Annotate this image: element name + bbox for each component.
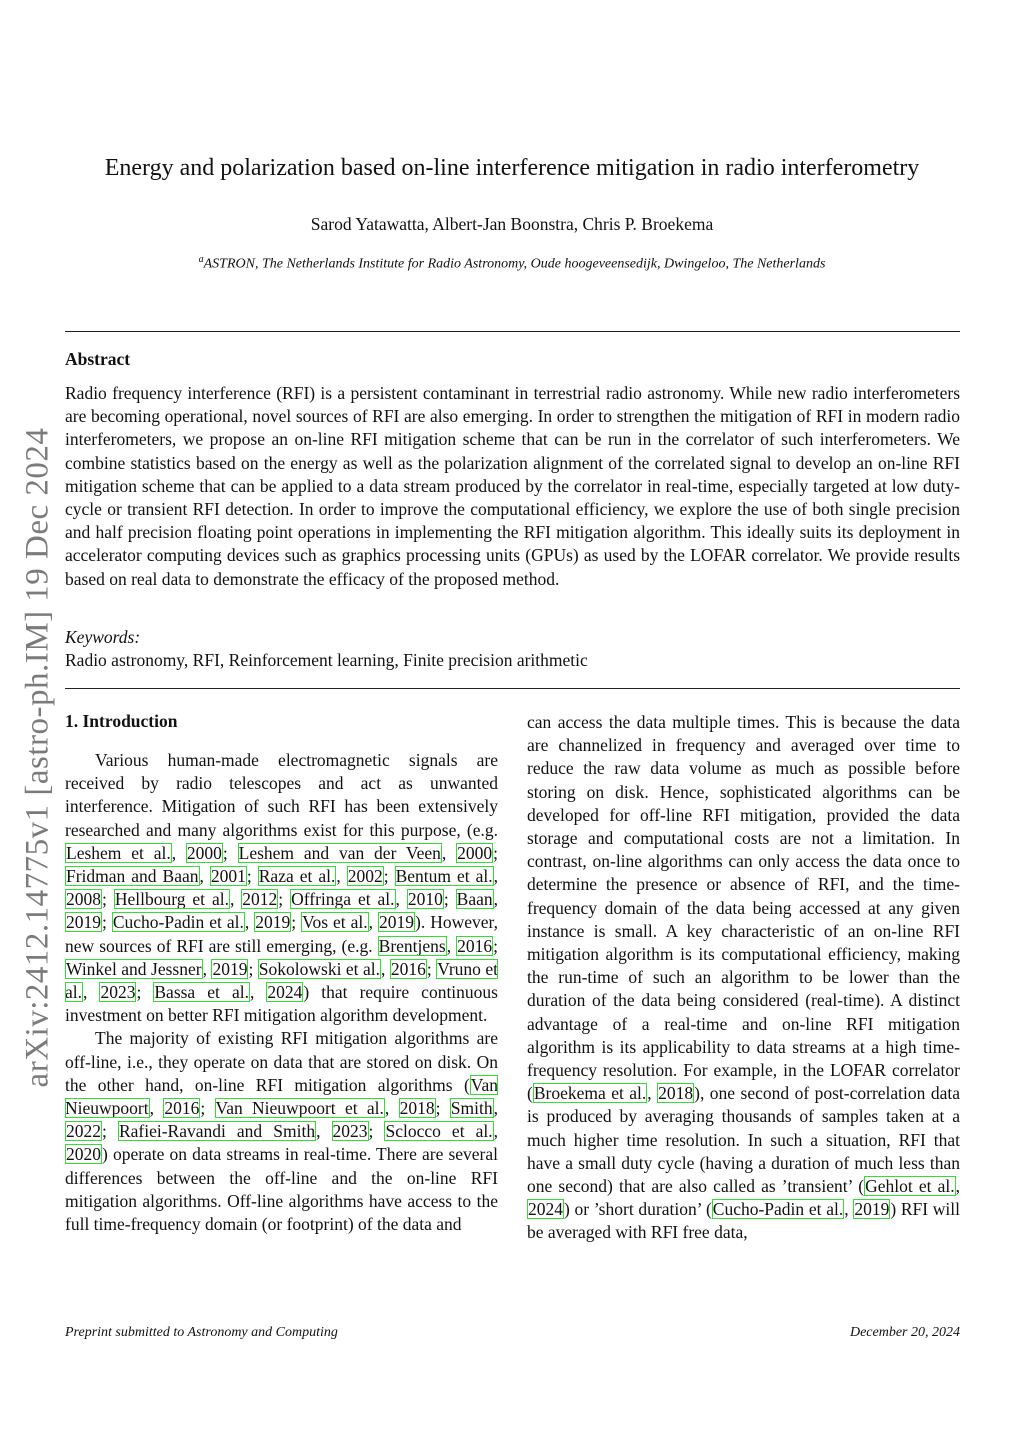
citation-link[interactable]: 2002 bbox=[347, 866, 383, 887]
body-text: ; bbox=[102, 889, 114, 910]
citation-link[interactable]: Fridman and Baan bbox=[66, 866, 199, 887]
paragraph bbox=[65, 1027, 498, 1236]
citation-link[interactable]: 2016 bbox=[390, 958, 426, 979]
paper-title: Energy and polarization based on-line interference mitigation in radio interferometry bbox=[104, 155, 920, 181]
body-text: ) that require continuous investment on better RFI mitigation algorithm development. bbox=[65, 982, 498, 1026]
body-text: , bbox=[844, 1199, 854, 1220]
left-column bbox=[65, 749, 498, 1236]
citation-link[interactable]: Bentum et al. bbox=[395, 866, 493, 887]
body-text: , bbox=[441, 842, 457, 863]
citation-link[interactable]: Cucho-Padin et al. bbox=[112, 912, 244, 933]
citation-link[interactable]: 2010 bbox=[407, 889, 443, 910]
citation-link[interactable]: Vruno et al. bbox=[65, 958, 499, 1003]
body-text: ) operate on data streams in real-time. There are several differences between the off-line and the on-line RFI mitigation algorithms. Off-line algorithms have access to the full time-frequency domain (or footprint) of the data and bbox=[65, 1144, 498, 1235]
body-text: ; bbox=[291, 912, 302, 933]
body-text: ; bbox=[248, 958, 258, 979]
citation-link[interactable]: 2023 bbox=[332, 1121, 368, 1142]
body-text: , bbox=[202, 958, 212, 979]
citation-link[interactable]: Leshem et al. bbox=[66, 842, 171, 863]
body-text: Various human-made electromagnetic signals are received by radio telescopes and act as unwanted interference. Mitigation of such RFI has been extensively researched and many algorithms exist for this purpose, (e.g. bbox=[65, 750, 498, 840]
body-text: ; bbox=[102, 1121, 118, 1142]
body-text: ; bbox=[222, 842, 238, 863]
body-text: ; bbox=[493, 842, 499, 863]
citation-link[interactable]: Leshem and van der Veen bbox=[238, 842, 441, 863]
body-text: , bbox=[171, 842, 186, 863]
body-text: , bbox=[384, 1098, 399, 1119]
citation-link[interactable]: 2022 bbox=[66, 1121, 101, 1142]
citation-link[interactable]: 2018 bbox=[658, 1083, 694, 1104]
body-text: ; bbox=[443, 889, 456, 910]
citation-link[interactable]: 2020 bbox=[66, 1144, 101, 1165]
citation-link[interactable]: Sokolowski et al. bbox=[258, 958, 381, 979]
body-text: ) or ’short duration’ ( bbox=[564, 1199, 712, 1220]
citation-link[interactable]: 2024 bbox=[528, 1199, 563, 1220]
citation-link[interactable]: Offringa et al. bbox=[291, 889, 395, 910]
body-text: , bbox=[199, 866, 210, 887]
citation-link[interactable]: 2019 bbox=[255, 912, 291, 933]
footer-date: December 20, 2024 bbox=[849, 1325, 960, 1340]
body-text: , bbox=[381, 958, 390, 979]
body-text: ; bbox=[278, 889, 291, 910]
citation-link[interactable]: Rafiei-Ravandi and Smith bbox=[118, 1121, 316, 1142]
citation-link[interactable]: Cucho-Padin et al. bbox=[712, 1199, 844, 1220]
citation-link[interactable]: 2019 bbox=[66, 912, 101, 933]
citation-link[interactable]: 2019 bbox=[854, 1199, 890, 1220]
citation-link[interactable]: 2016 bbox=[457, 935, 493, 956]
abstract-heading: Abstract bbox=[65, 349, 131, 369]
citation-link[interactable]: 2008 bbox=[66, 889, 101, 910]
paragraph bbox=[65, 749, 498, 1027]
body-text: ; bbox=[102, 912, 112, 933]
body-text: , bbox=[446, 935, 457, 956]
citation-link[interactable]: 2024 bbox=[267, 982, 303, 1003]
affiliation-mark: a bbox=[198, 254, 204, 265]
body-text: , bbox=[493, 866, 498, 887]
body-text: ), one second of post-correlation data is produced by averaging thousands of samples taken at a much higher time resolution. In such a situation, RFI that have a small duty cycle (having a duration of much less than one second) that are also called as ’transient’ ( bbox=[527, 1083, 960, 1197]
citation-link[interactable]: Sclocco et al. bbox=[385, 1121, 493, 1142]
top-rule bbox=[65, 331, 960, 332]
citation-link[interactable]: 2000 bbox=[186, 842, 222, 863]
body-text: ; bbox=[383, 866, 395, 887]
arxiv-identifier: arXiv:2412.14775v1 [astro-ph.IM] 19 Dec 2024 bbox=[19, 427, 56, 1087]
citation-link[interactable]: Brentjens bbox=[378, 935, 446, 956]
body-text: , bbox=[493, 889, 499, 910]
citation-link[interactable]: Vos et al. bbox=[302, 912, 368, 933]
body-text: ; bbox=[493, 935, 499, 956]
body-text: , bbox=[955, 1176, 960, 1197]
right-column bbox=[527, 711, 960, 1245]
citation-link[interactable]: 2019 bbox=[379, 912, 415, 933]
body-text: ; bbox=[200, 1098, 215, 1119]
body-text: , bbox=[244, 912, 255, 933]
citation-link[interactable]: Smith bbox=[450, 1098, 493, 1119]
paragraph bbox=[527, 711, 960, 1245]
citation-link[interactable]: Hellbourg et al. bbox=[114, 889, 229, 910]
citation-link[interactable]: Baan bbox=[456, 889, 493, 910]
citation-link[interactable]: 2023 bbox=[100, 982, 136, 1003]
citation-link[interactable]: Gehlot et al. bbox=[865, 1176, 955, 1197]
citation-link[interactable]: Bassa et al. bbox=[154, 982, 249, 1003]
body-text: , bbox=[368, 912, 379, 933]
citation-link[interactable]: Van Nieuwpoort et al. bbox=[215, 1098, 384, 1119]
body-text: , bbox=[229, 889, 242, 910]
body-text: , bbox=[493, 1098, 498, 1119]
author-list: Sarod Yatawatta, Albert-Jan Boonstra, Chris P. Broekema bbox=[310, 214, 714, 234]
keywords-heading: Keywords: bbox=[65, 627, 141, 647]
bottom-rule bbox=[65, 688, 960, 689]
body-text: , bbox=[149, 1098, 164, 1119]
citation-link[interactable]: 2012 bbox=[242, 889, 278, 910]
citation-link[interactable]: 2001 bbox=[210, 866, 246, 887]
body-text: ) RFI will be averaged with RFI free data, bbox=[527, 1199, 961, 1243]
body-text: ; bbox=[435, 1098, 450, 1119]
citation-link[interactable]: Broekema et al. bbox=[533, 1083, 647, 1104]
affiliation-text: ASTRON, The Netherlands Institute for Radio Astronomy, Oude hoogeveensedijk, Dwingeloo, The Netherlands bbox=[203, 256, 826, 272]
citation-link[interactable]: 2016 bbox=[164, 1098, 200, 1119]
body-text: ; bbox=[136, 982, 154, 1003]
body-text: , bbox=[249, 982, 267, 1003]
citation-link[interactable]: Van Nieuwpoort bbox=[65, 1074, 498, 1119]
body-text: , bbox=[336, 866, 347, 887]
citation-link[interactable]: 2019 bbox=[212, 958, 248, 979]
arxiv-sidebar bbox=[16, 412, 60, 1102]
citation-link[interactable]: Winkel and Jessner bbox=[66, 958, 202, 979]
body-text: can access the data multiple times. This is because the data are channelized in frequency and averaged over time to reduce the raw data volume as much as possible before storing on disk. Hence, sophisticated algorithms can be developed for off-line RFI mitigation, provided the data storage and computational costs are not a limitation. In contrast, on-line algorithms can only access the data once to determine the presence or absence of RFI, and the time-frequency domain of the data being accessed at any given instance is small. A key characteristic of an on-line RFI mitigation algorithm is its computational efficiency, making the run-time of such an algorithm to be lower than the duration of the data being considered (real-time). A distinct advantage of a real-time and on-line RFI mitigation algorithm is its applicability to data streams at a high time-frequency resolution. For example, in the LOFAR correlator ( bbox=[527, 712, 960, 1104]
keywords-text: Radio astronomy, RFI, Reinforcement learning, Finite precision arithmetic bbox=[65, 650, 588, 670]
body-text: ). However, new sources of RFI are still emerging, (e.g. bbox=[65, 912, 499, 956]
citation-link[interactable]: 2000 bbox=[457, 842, 493, 863]
footer-journal: Preprint submitted to Astronomy and Computing bbox=[65, 1325, 338, 1340]
abstract-text: Radio frequency interference (RFI) is a persistent contaminant in terrestrial radio astronomy. While new radio interferometers are becoming operational, novel sources of RFI are also emerging. In order to strengthen the mitigation of RFI in modern radio interferometers, we propose an on-line RFI mitigation scheme that can be run in the correlator of such interferometers. We combine statistics based on the energy as well as the polarization alignment of the correlated signal to develop an on-line RFI mitigation scheme that can be applied to a data stream produced by the correlator in real-time, especially targeted at low duty-cycle or transient RFI detection. In order to improve the computational efficiency, we explore the use of both single precision and half precision floating point operations in implementing the RFI mitigation algorithm. This ideally suits its deployment in accelerator computing devices such as graphics processing units (GPUs) as used by the LOFAR correlator. We provide results based on real data to demonstrate the efficacy of the proposed method. bbox=[65, 383, 960, 589]
body-text: , bbox=[83, 982, 100, 1003]
body-text: , bbox=[395, 889, 407, 910]
affiliation bbox=[0, 254, 1024, 273]
body-text: , bbox=[493, 1121, 499, 1142]
body-text: ; bbox=[368, 1121, 385, 1142]
body-text: ; bbox=[426, 958, 437, 979]
body-text: ; bbox=[246, 866, 258, 887]
body-text: , bbox=[647, 1083, 658, 1104]
citation-link[interactable]: 2018 bbox=[399, 1098, 435, 1119]
citation-link[interactable]: Raza et al. bbox=[258, 866, 336, 887]
section-heading: 1. Introduction bbox=[65, 711, 178, 731]
body-text: , bbox=[316, 1121, 332, 1142]
body-text: The majority of existing RFI mitigation algorithms are off-line, i.e., they operate on data that are stored on disk. On the other hand, on-line RFI mitigation algorithms ( bbox=[65, 1028, 498, 1095]
